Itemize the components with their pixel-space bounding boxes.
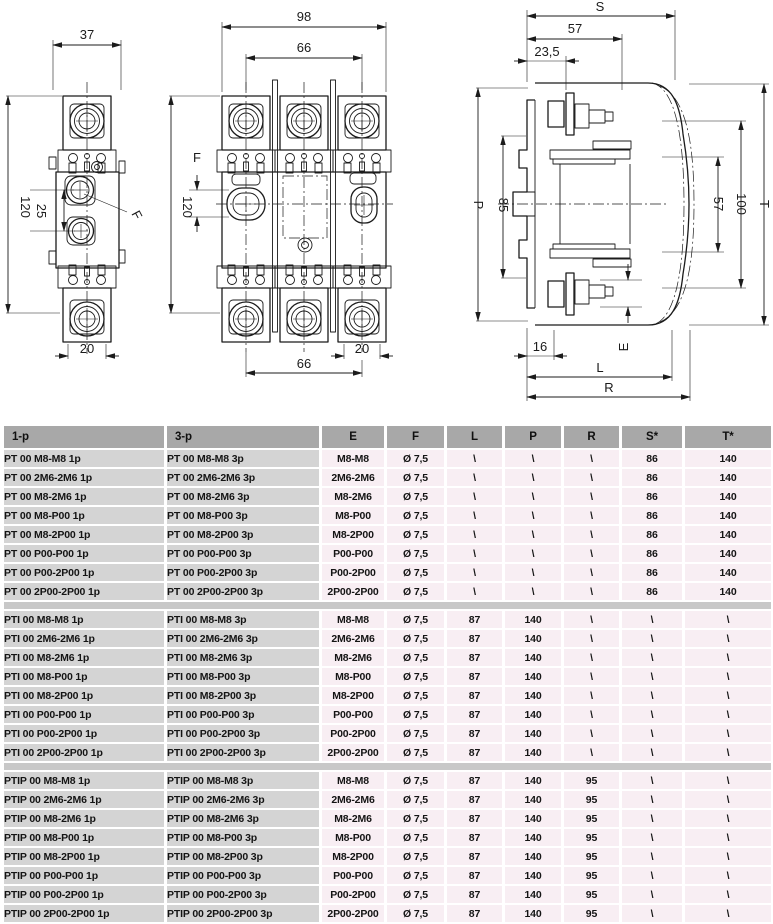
cell-l: 87 [447, 668, 502, 685]
cell-r: \ [564, 526, 619, 543]
cell-e: M8-2P00 [322, 687, 384, 704]
cell-r: 95 [564, 886, 619, 903]
cell-t: \ [685, 867, 771, 884]
cell-f: Ø 7,5 [387, 810, 444, 827]
cell-f: Ø 7,5 [387, 706, 444, 723]
dim-120-1p: 120 [18, 196, 33, 218]
table-row [4, 668, 771, 685]
cell-s: \ [622, 886, 682, 903]
cell-t: \ [685, 649, 771, 666]
cell-e: M8-2M6 [322, 488, 384, 505]
cell-r: 95 [564, 772, 619, 789]
table-row [4, 725, 771, 742]
cell-f: Ø 7,5 [387, 649, 444, 666]
cell-r: 95 [564, 848, 619, 865]
cell-c1: PTIP 00 M8-2M6 1p [4, 810, 164, 827]
cell-c3: PTIP 00 M8-P00 3p [167, 829, 319, 846]
cell-e: M8-2P00 [322, 848, 384, 865]
col-header-f: F [387, 426, 444, 448]
cell-s: \ [622, 668, 682, 685]
cell-s: 86 [622, 526, 682, 543]
cell-t: \ [685, 668, 771, 685]
cell-c3: PTI 00 P00-2P00 3p [167, 725, 319, 742]
dim-e: E [616, 342, 631, 352]
cell-f: Ø 7,5 [387, 791, 444, 808]
col-header-t: T* [685, 426, 771, 448]
cell-f: Ø 7,5 [387, 545, 444, 562]
cell-t: 140 [685, 583, 771, 600]
table-row [4, 488, 771, 505]
front-view-3p [169, 9, 393, 377]
cell-f: Ø 7,5 [387, 564, 444, 581]
cell-t: \ [685, 706, 771, 723]
cell-s: 86 [622, 450, 682, 467]
dim-p: P [471, 200, 486, 210]
dim-r: R [604, 380, 614, 395]
table-row [4, 687, 771, 704]
cell-c1: PT 00 M8-2P00 1p [4, 526, 164, 543]
cell-t: \ [685, 810, 771, 827]
cell-c1: PTI 00 M8-2P00 1p [4, 687, 164, 704]
front-view-1p [6, 27, 145, 359]
table-row [4, 772, 771, 789]
cell-f: Ø 7,5 [387, 526, 444, 543]
table-row [4, 886, 771, 903]
cell-e: P00-P00 [322, 545, 384, 562]
table-row [4, 706, 771, 723]
cell-c1: PTI 00 2M6-2M6 1p [4, 630, 164, 647]
cell-e: M8-M8 [322, 450, 384, 467]
cell-p: \ [505, 564, 561, 581]
cell-p: 140 [505, 706, 561, 723]
cell-r: \ [564, 706, 619, 723]
cell-c1: PTI 00 M8-M8 1p [4, 611, 164, 628]
cell-t: \ [685, 725, 771, 742]
cell-l: \ [447, 488, 502, 505]
cell-c3: PTIP 00 M8-2P00 3p [167, 848, 319, 865]
cell-t: 140 [685, 488, 771, 505]
cell-p: 140 [505, 649, 561, 666]
cell-l: 87 [447, 744, 502, 761]
cell-e: P00-2P00 [322, 564, 384, 581]
cell-t: \ [685, 772, 771, 789]
cell-l: \ [447, 564, 502, 581]
cell-r: 95 [564, 829, 619, 846]
cell-t: \ [685, 848, 771, 865]
col-header-l: L [447, 426, 502, 448]
dim-20-1p: 20 [79, 341, 95, 356]
cell-t: 140 [685, 545, 771, 562]
cell-r: 95 [564, 905, 619, 922]
dim-98: 98 [296, 9, 312, 24]
separator-band [4, 763, 771, 770]
cell-r: \ [564, 583, 619, 600]
cell-f: Ø 7,5 [387, 668, 444, 685]
cell-c1: PT 00 M8-2M6 1p [4, 488, 164, 505]
dim-s: S [595, 0, 605, 14]
cell-p: \ [505, 526, 561, 543]
cell-t: \ [685, 791, 771, 808]
cell-c3: PTI 00 M8-M8 3p [167, 611, 319, 628]
dim-16: 16 [532, 339, 548, 354]
cell-t: 140 [685, 469, 771, 486]
table-row [4, 829, 771, 846]
cell-t: \ [685, 829, 771, 846]
cell-p: \ [505, 450, 561, 467]
cell-e: P00-P00 [322, 706, 384, 723]
cell-p: 140 [505, 810, 561, 827]
cell-p: 140 [505, 687, 561, 704]
cell-s: \ [622, 791, 682, 808]
cell-c3: PTIP 00 P00-P00 3p [167, 867, 319, 884]
cell-e: M8-2M6 [322, 810, 384, 827]
dim-57-right: 57 [711, 196, 726, 212]
table-row [4, 810, 771, 827]
table-row [4, 507, 771, 524]
cell-s: \ [622, 829, 682, 846]
cell-c3: PTI 00 M8-2M6 3p [167, 649, 319, 666]
col-header-s: S* [622, 426, 682, 448]
dim-t: T [757, 200, 772, 208]
cell-c1: PTIP 00 P00-P00 1p [4, 867, 164, 884]
label-f-3p: F [193, 150, 201, 165]
cell-r: \ [564, 725, 619, 742]
cell-e: M8-P00 [322, 668, 384, 685]
cell-e: P00-2P00 [322, 886, 384, 903]
cell-c1: PTIP 00 2P00-2P00 1p [4, 905, 164, 922]
cell-e: 2P00-2P00 [322, 905, 384, 922]
cell-r: \ [564, 744, 619, 761]
cell-t: 140 [685, 507, 771, 524]
table-row [4, 791, 771, 808]
cell-l: 87 [447, 829, 502, 846]
cell-c1: PTIP 00 P00-2P00 1p [4, 886, 164, 903]
cell-r: \ [564, 611, 619, 628]
cell-c1: PTIP 00 M8-2P00 1p [4, 848, 164, 865]
technical-drawing [0, 0, 773, 418]
cell-f: Ø 7,5 [387, 725, 444, 742]
table-row [4, 611, 771, 628]
dim-85: 85 [496, 197, 511, 213]
table-row [4, 526, 771, 543]
cell-c3: PTI 00 2M6-2M6 3p [167, 630, 319, 647]
cell-c1: PT 00 M8-P00 1p [4, 507, 164, 524]
cell-p: 140 [505, 848, 561, 865]
cell-t: \ [685, 905, 771, 922]
cell-p: 140 [505, 791, 561, 808]
cell-c3: PT 00 P00-P00 3p [167, 545, 319, 562]
dim-66-bottom: 66 [296, 356, 312, 371]
cell-c1: PT 00 M8-M8 1p [4, 450, 164, 467]
cell-l: 87 [447, 772, 502, 789]
cell-p: 140 [505, 668, 561, 685]
cell-f: Ø 7,5 [387, 848, 444, 865]
cell-c1: PTI 00 P00-P00 1p [4, 706, 164, 723]
cell-s: \ [622, 810, 682, 827]
technical-drawing-panel [0, 0, 773, 418]
cell-s: \ [622, 725, 682, 742]
cell-e: M8-2P00 [322, 526, 384, 543]
cell-l: 87 [447, 810, 502, 827]
cell-l: \ [447, 583, 502, 600]
dim-20-3p: 20 [354, 341, 370, 356]
table-header-row [4, 426, 771, 448]
cell-t: \ [685, 744, 771, 761]
cell-c3: PTIP 00 2P00-2P00 3p [167, 905, 319, 922]
cell-l: 87 [447, 905, 502, 922]
table-row [4, 469, 771, 486]
spec-table-body [4, 450, 771, 922]
cell-t: \ [685, 886, 771, 903]
label-f-1p: F [128, 207, 146, 222]
cell-c1: PTI 00 M8-2M6 1p [4, 649, 164, 666]
cell-c1: PTIP 00 2M6-2M6 1p [4, 791, 164, 808]
cell-p: 140 [505, 725, 561, 742]
cell-l: \ [447, 507, 502, 524]
cell-e: 2P00-2P00 [322, 583, 384, 600]
cell-s: \ [622, 772, 682, 789]
cell-c1: PTI 00 M8-P00 1p [4, 668, 164, 685]
table-row [4, 564, 771, 581]
cell-c3: PT 00 M8-2P00 3p [167, 526, 319, 543]
cell-p: \ [505, 507, 561, 524]
cell-r: \ [564, 564, 619, 581]
col-header-3p: 3-p [167, 426, 319, 448]
cell-p: 140 [505, 829, 561, 846]
dim-100: 100 [734, 193, 749, 215]
cell-r: \ [564, 649, 619, 666]
cell-r: \ [564, 469, 619, 486]
cell-c3: PTI 00 M8-P00 3p [167, 668, 319, 685]
cell-c1: PTIP 00 M8-M8 1p [4, 772, 164, 789]
cell-l: 87 [447, 791, 502, 808]
cell-s: 86 [622, 545, 682, 562]
cell-f: Ø 7,5 [387, 772, 444, 789]
cell-f: Ø 7,5 [387, 611, 444, 628]
cell-f: Ø 7,5 [387, 507, 444, 524]
cell-r: \ [564, 687, 619, 704]
cell-p: 140 [505, 886, 561, 903]
cell-r: \ [564, 507, 619, 524]
table-row [4, 744, 771, 761]
cell-p: 140 [505, 630, 561, 647]
cell-s: 86 [622, 469, 682, 486]
cell-c3: PT 00 M8-M8 3p [167, 450, 319, 467]
cell-r: \ [564, 630, 619, 647]
dim-l: L [596, 360, 604, 375]
dim-23-5: 23,5 [534, 44, 560, 59]
cell-c3: PTI 00 2P00-2P00 3p [167, 744, 319, 761]
cell-t: \ [685, 630, 771, 647]
cell-l: 87 [447, 886, 502, 903]
cell-p: 140 [505, 905, 561, 922]
cell-f: Ø 7,5 [387, 488, 444, 505]
dim-57-top: 57 [567, 21, 583, 36]
cell-f: Ø 7,5 [387, 583, 444, 600]
cell-s: \ [622, 687, 682, 704]
cell-r: 95 [564, 867, 619, 884]
cell-c3: PT 00 2M6-2M6 3p [167, 469, 319, 486]
cell-c3: PT 00 2P00-2P00 3p [167, 583, 319, 600]
cell-p: 140 [505, 772, 561, 789]
cell-f: Ø 7,5 [387, 867, 444, 884]
cell-t: \ [685, 611, 771, 628]
cell-s: \ [622, 848, 682, 865]
cell-s: 86 [622, 507, 682, 524]
cell-f: Ø 7,5 [387, 630, 444, 647]
cell-c3: PTIP 00 M8-M8 3p [167, 772, 319, 789]
table-row [4, 630, 771, 647]
cell-p: \ [505, 488, 561, 505]
table-row [4, 649, 771, 666]
cell-t: 140 [685, 526, 771, 543]
cell-r: \ [564, 545, 619, 562]
col-header-r: R [564, 426, 619, 448]
cell-l: \ [447, 469, 502, 486]
cell-l: \ [447, 526, 502, 543]
cell-c1: PT 00 2M6-2M6 1p [4, 469, 164, 486]
separator-band [4, 602, 771, 609]
cell-c1: PTI 00 2P00-2P00 1p [4, 744, 164, 761]
cell-t: 140 [685, 564, 771, 581]
cell-f: Ø 7,5 [387, 450, 444, 467]
cell-s: \ [622, 867, 682, 884]
dimensions-table [1, 424, 773, 924]
cell-l: 87 [447, 611, 502, 628]
col-header-p: P [505, 426, 561, 448]
cell-s: \ [622, 744, 682, 761]
cell-c3: PTIP 00 P00-2P00 3p [167, 886, 319, 903]
cell-e: M8-M8 [322, 611, 384, 628]
cell-s: \ [622, 905, 682, 922]
table-row [4, 848, 771, 865]
table-row [4, 583, 771, 600]
cell-c3: PTIP 00 M8-2M6 3p [167, 810, 319, 827]
cell-c1: PT 00 P00-2P00 1p [4, 564, 164, 581]
cell-c1: PT 00 2P00-2P00 1p [4, 583, 164, 600]
cell-p: \ [505, 545, 561, 562]
cell-s: 86 [622, 564, 682, 581]
cell-r: \ [564, 450, 619, 467]
cell-f: Ø 7,5 [387, 687, 444, 704]
cell-l: 87 [447, 687, 502, 704]
cell-r: 95 [564, 791, 619, 808]
cell-l: \ [447, 545, 502, 562]
dim-66-top: 66 [296, 40, 312, 55]
cell-f: Ø 7,5 [387, 829, 444, 846]
cell-e: M8-P00 [322, 507, 384, 524]
side-view [471, 0, 772, 401]
cell-c1: PTI 00 P00-2P00 1p [4, 725, 164, 742]
cell-e: 2M6-2M6 [322, 469, 384, 486]
table-row [4, 867, 771, 884]
cell-l: 87 [447, 867, 502, 884]
cell-c3: PTI 00 P00-P00 3p [167, 706, 319, 723]
table-row [4, 545, 771, 562]
cell-e: P00-P00 [322, 867, 384, 884]
col-header-e: E [322, 426, 384, 448]
cell-c3: PTIP 00 2M6-2M6 3p [167, 791, 319, 808]
dim-120-3p: 120 [180, 196, 195, 218]
cell-l: \ [447, 450, 502, 467]
cell-l: 87 [447, 706, 502, 723]
cell-r: \ [564, 668, 619, 685]
cell-f: Ø 7,5 [387, 886, 444, 903]
cell-e: 2P00-2P00 [322, 744, 384, 761]
cell-p: \ [505, 469, 561, 486]
group-separator [4, 602, 771, 609]
cell-r: \ [564, 488, 619, 505]
cell-s: \ [622, 649, 682, 666]
cell-t: 140 [685, 450, 771, 467]
dim-25: 25 [34, 203, 49, 219]
cell-c3: PT 00 M8-2M6 3p [167, 488, 319, 505]
cell-l: 87 [447, 848, 502, 865]
cell-p: 140 [505, 611, 561, 628]
cell-e: P00-2P00 [322, 725, 384, 742]
cell-f: Ø 7,5 [387, 744, 444, 761]
cell-l: 87 [447, 725, 502, 742]
cell-p: \ [505, 583, 561, 600]
cell-c3: PT 00 M8-P00 3p [167, 507, 319, 524]
cell-s: 86 [622, 488, 682, 505]
cell-c3: PTI 00 M8-2P00 3p [167, 687, 319, 704]
cell-s: \ [622, 630, 682, 647]
table-row [4, 905, 771, 922]
cell-s: \ [622, 611, 682, 628]
cell-f: Ø 7,5 [387, 469, 444, 486]
cell-e: 2M6-2M6 [322, 791, 384, 808]
group-separator [4, 763, 771, 770]
cell-s: \ [622, 706, 682, 723]
cell-p: 140 [505, 744, 561, 761]
cell-e: M8-2M6 [322, 649, 384, 666]
cell-e: M8-P00 [322, 829, 384, 846]
cell-t: \ [685, 687, 771, 704]
cell-e: 2M6-2M6 [322, 630, 384, 647]
cell-c3: PT 00 P00-2P00 3p [167, 564, 319, 581]
col-header-1p: 1-p [4, 426, 164, 448]
cell-l: 87 [447, 630, 502, 647]
table-row [4, 450, 771, 467]
cell-r: 95 [564, 810, 619, 827]
cell-c1: PTIP 00 M8-P00 1p [4, 829, 164, 846]
cell-s: 86 [622, 583, 682, 600]
cell-f: Ø 7,5 [387, 905, 444, 922]
dim-37: 37 [79, 27, 95, 42]
cell-e: M8-M8 [322, 772, 384, 789]
cell-l: 87 [447, 649, 502, 666]
cell-c1: PT 00 P00-P00 1p [4, 545, 164, 562]
cell-p: 140 [505, 867, 561, 884]
